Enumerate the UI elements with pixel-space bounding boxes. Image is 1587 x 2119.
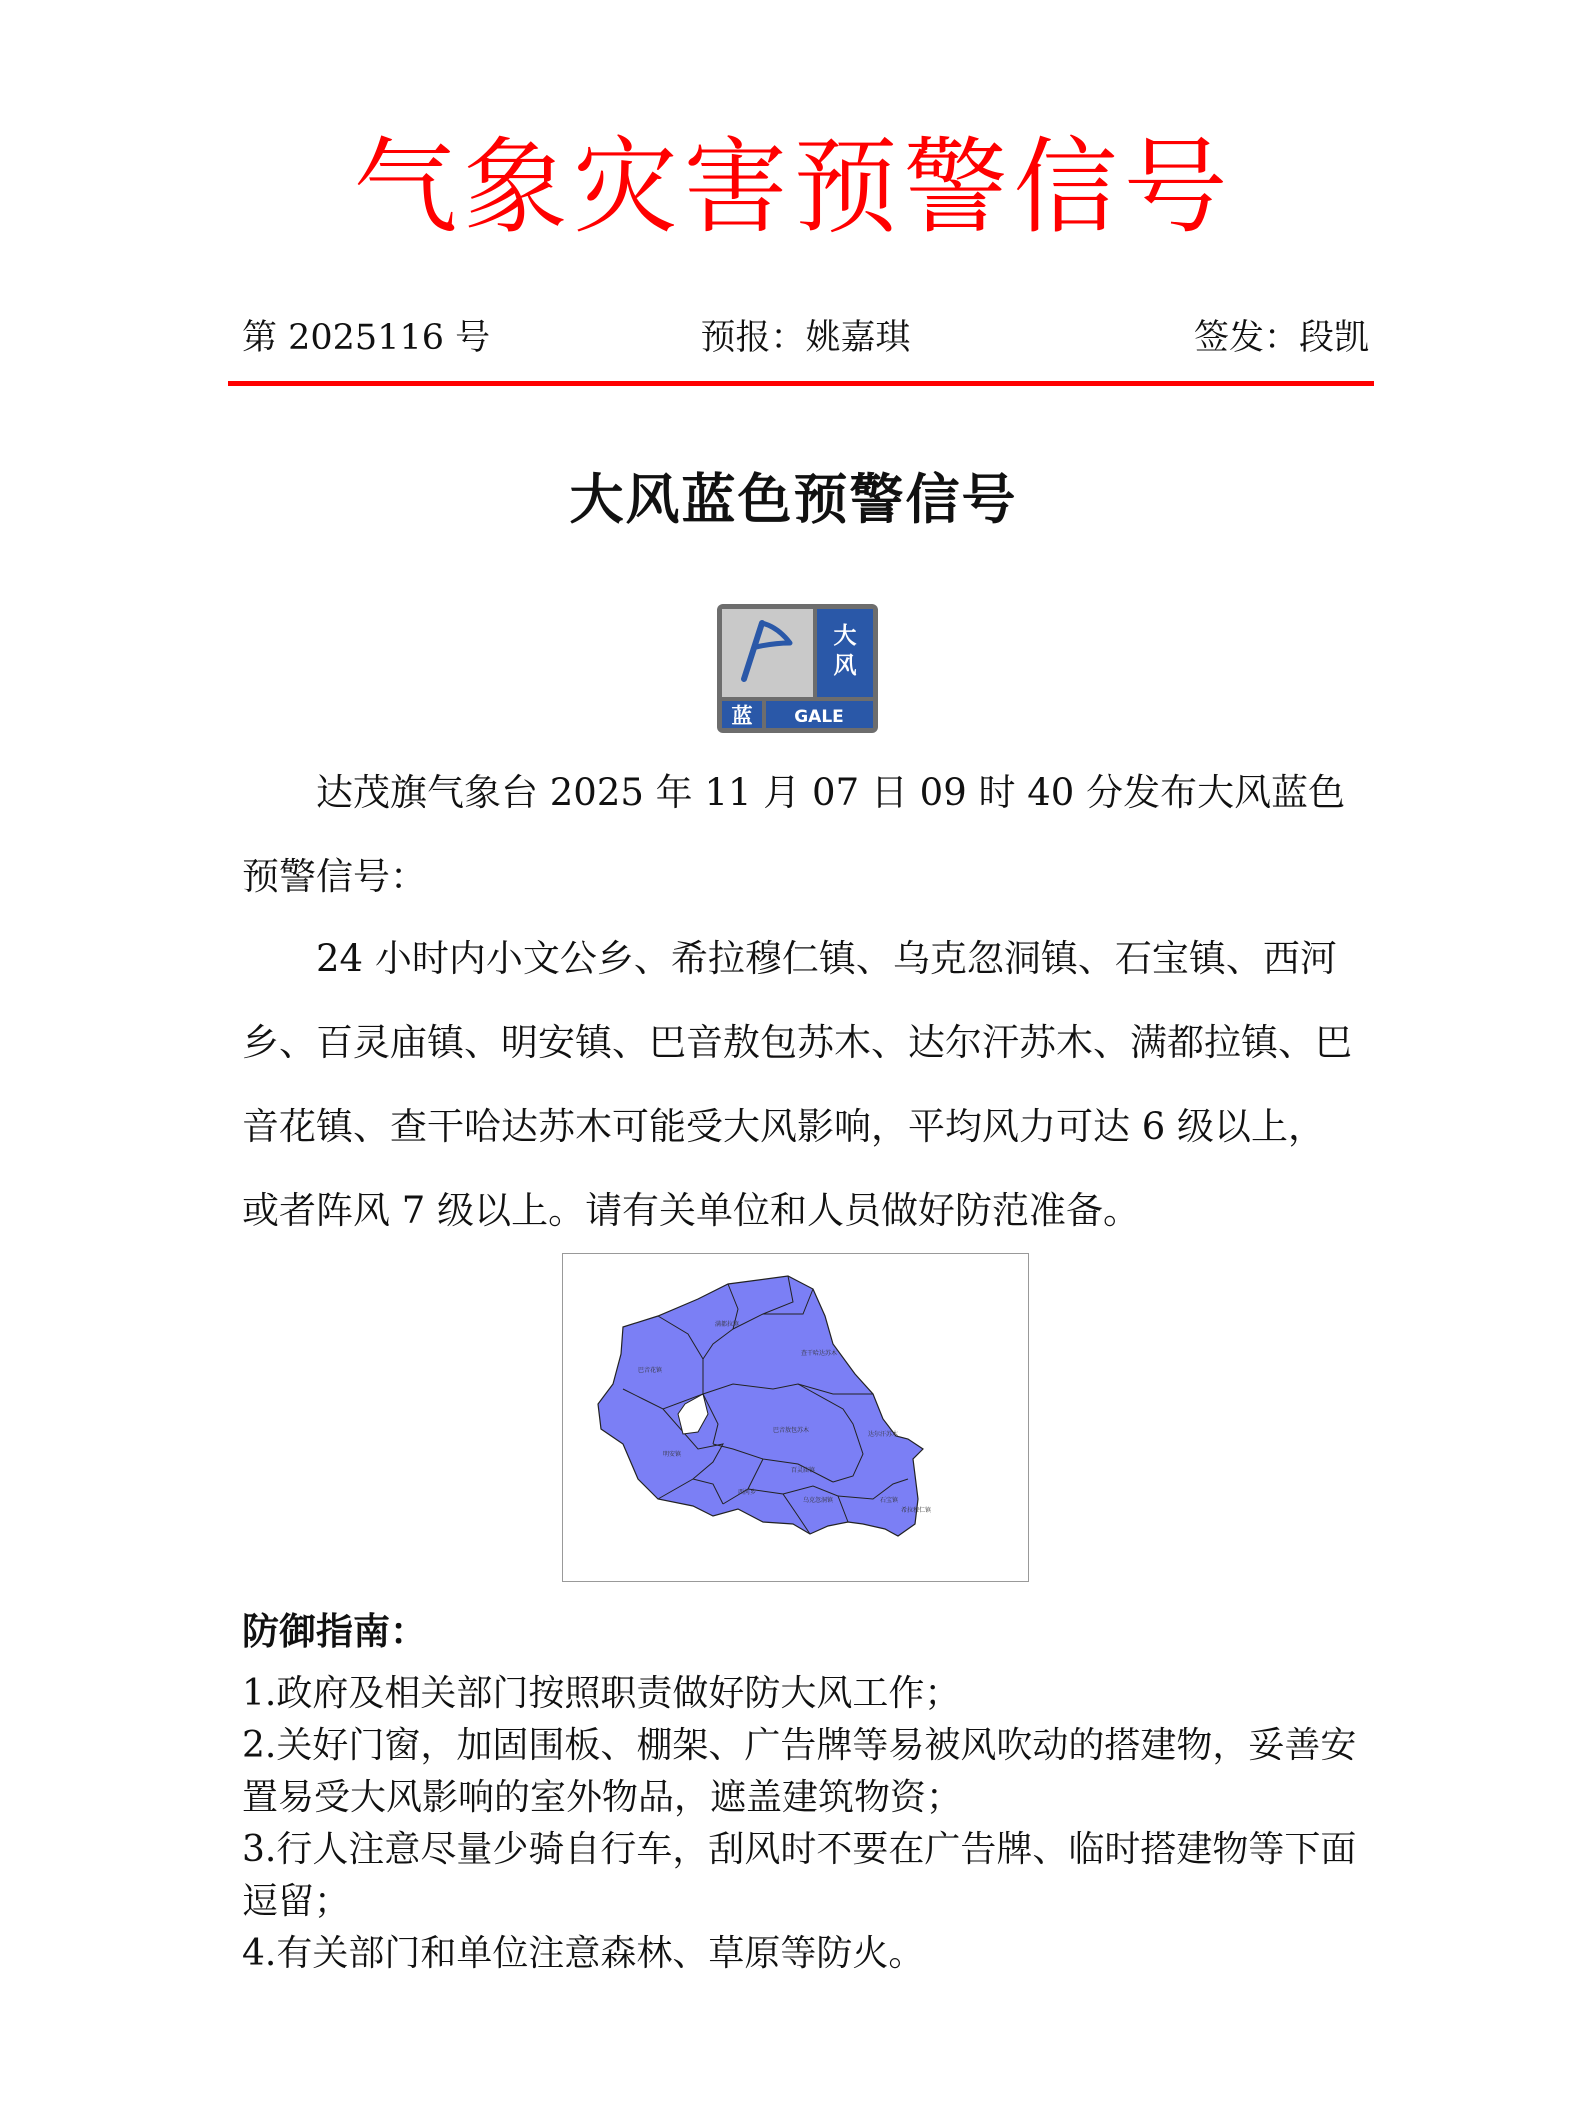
signal-title: 大风蓝色预警信号 (569, 467, 1018, 531)
header-row (242, 316, 1369, 360)
guide-item: 1.政府及相关部门按照职责做好防大风工作； (242, 1673, 961, 1714)
icon-text-top: 大 (833, 623, 857, 649)
document-title: 气象灾害预警信号 (353, 126, 1234, 248)
map-label: 满都拉镇 (715, 1321, 740, 1328)
guide-item: 3.行人注意尽量少骑自行车，刮风时不要在广告牌、临时搭建物等下面逗留； (242, 1829, 1357, 1922)
map-label: 查干哈达苏木 (801, 1350, 838, 1357)
forecaster: 预报：姚嘉琪 (700, 318, 911, 358)
warning-area-map (562, 1253, 1029, 1582)
paragraph-areas: 24 小时内小文公乡、希拉穆仁镇、乌克忽洞镇、石宝镇、西河乡、百灵庙镇、明安镇、巴音敖包苏木、达尔汗苏木、满都拉镇、巴音花镇、查干哈达苏木可能受大风影响，平均风力可达 6 级以上，或者阵风 7 级以上。请有关单位和人员做好防范准备。 (242, 937, 1352, 1232)
map-label: 巴音敖包苏木 (773, 1427, 810, 1434)
gale-blue-warning-icon (716, 603, 879, 734)
map-label: 希拉穆仁镇 (901, 1507, 932, 1514)
map-label: 巴音花镇 (638, 1367, 663, 1374)
icon-text-en: GALE (794, 707, 844, 727)
map-label: 石宝镇 (880, 1497, 899, 1504)
map-label: 达尔汗苏木 (868, 1431, 899, 1438)
issuer: 签发：段凯 (1193, 318, 1369, 358)
map-label: 乌克忽洞镇 (803, 1497, 834, 1504)
icon-text-color: 蓝 (731, 704, 753, 728)
red-divider (228, 381, 1374, 386)
guide-heading: 防御指南： (242, 1609, 427, 1653)
paragraph-issue: 达茂旗气象台 2025 年 11 月 07 日 09 时 40 分发布大风蓝色预警信号： (242, 771, 1346, 898)
map-label: 明安镇 (663, 1451, 682, 1458)
map-label: 百灵庙镇 (791, 1467, 816, 1474)
guide-list (242, 1668, 1367, 1980)
guide-item: 2.关好门窗，加固围板、棚架、广告牌等易被风吹动的搭建物，妥善安置易受大风影响的室外物品，遮盖建筑物资； (242, 1725, 1357, 1818)
map-label: 西河乡 (738, 1489, 757, 1496)
icon-text-mid: 风 (833, 653, 857, 679)
issue-number: 第 2025116 号 (242, 318, 491, 358)
guide-item: 4.有关部门和单位注意森林、草原等防火。 (242, 1933, 925, 1974)
